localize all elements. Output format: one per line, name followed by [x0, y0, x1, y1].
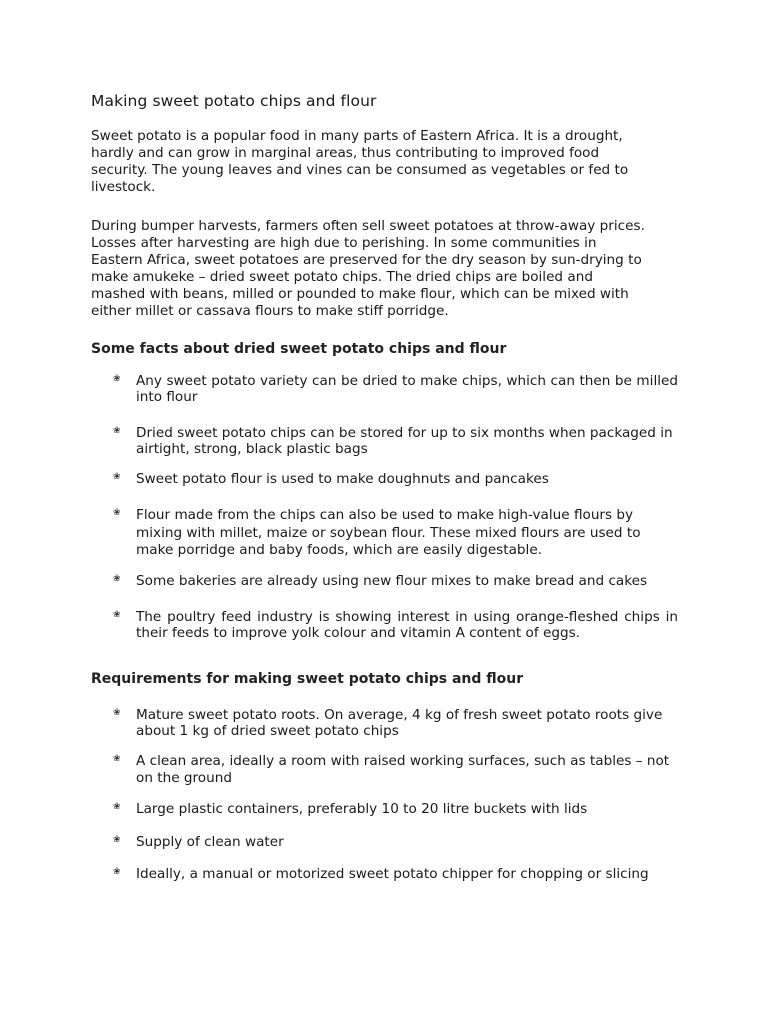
list-item-text: Any sweet potato variety can be dried to make chips, which can then be milled into flour	[136, 373, 678, 405]
list-item-text: Sweet potato flour is used to make doughnuts and pancakes	[136, 471, 549, 487]
harvest-paragraph: During bumper harvests, farmers often sell sweet potatoes at throw-away prices. Losses after harvesting are high due to perishing. In some communities in Eastern Africa, sweet potatoes are preserved for the dry season by sun-drying to make amukeke – dried sweet potato chips. The dried chips are boiled and mashed with beans, milled or pounded to make flour, which can be mixed with either millet or cassava flours to make stiff porridge.	[91, 218, 645, 319]
requirements-heading: Requirements for making sweet potato chips and flour	[91, 671, 524, 687]
list-item	[113, 609, 693, 641]
list-item-text: Mature sweet potato roots. On average, 4 kg of fresh sweet potato roots give about 1 kg of dried sweet potato chips	[136, 707, 663, 739]
list-item-text: A clean area, ideally a room with raised working surfaces, such as tables – not on the ground	[136, 753, 670, 786]
list-item	[113, 471, 693, 487]
list-item	[113, 834, 693, 850]
flower-bullet-icon: ❀	[113, 835, 121, 845]
list-item	[113, 425, 693, 457]
list-item-text: Flour made from the chips can also be used to make high-value flours by mixing with millet, maize or soybean flour. These mixed flours are used to make porridge and baby foods, which are easily digestable.	[136, 507, 641, 558]
list-item	[113, 573, 693, 589]
list-item	[113, 707, 693, 739]
document-title: Making sweet potato chips and flour	[91, 92, 377, 110]
list-item	[113, 866, 693, 882]
flower-bullet-icon: ❀	[113, 426, 121, 436]
list-item-text: Some bakeries are already using new flour mixes to make bread and cakes	[136, 573, 648, 589]
flower-bullet-icon: ❀	[113, 867, 121, 877]
list-item	[113, 801, 693, 817]
flower-bullet-icon: ❀	[113, 374, 121, 384]
flower-bullet-icon: ❀	[113, 754, 121, 764]
flower-bullet-icon: ❀	[113, 610, 121, 620]
list-item-text: Dried sweet potato chips can be stored for up to six months when packaged in airtight, strong, black plastic bags	[136, 425, 673, 457]
list-item	[113, 373, 693, 405]
list-item-text: Large plastic containers, preferably 10 to 20 litre buckets with lids	[136, 801, 588, 817]
flower-bullet-icon: ❀	[113, 508, 121, 518]
intro-paragraph: Sweet potato is a popular food in many parts of Eastern Africa. It is a drought, hardly and can grow in marginal areas, thus contributing to improved food security. The young leaves and vines can be consumed as vegetables or fed to livestock.	[91, 128, 629, 195]
facts-heading: Some facts about dried sweet potato chips and flour	[91, 341, 507, 357]
list-item	[113, 507, 693, 560]
list-item-text: The poultry feed industry is showing interest in using orange-fleshed chips in their feeds to improve yolk colour and vitamin A content of eggs.	[136, 609, 678, 641]
flower-bullet-icon: ❀	[113, 802, 121, 812]
flower-bullet-icon: ❀	[113, 708, 121, 718]
list-item-text: Supply of clean water	[136, 834, 284, 850]
flower-bullet-icon: ❀	[113, 574, 121, 584]
flower-bullet-icon: ❀	[113, 472, 121, 482]
list-item	[113, 753, 693, 787]
list-item-text: Ideally, a manual or motorized sweet potato chipper for chopping or slicing	[136, 866, 649, 882]
